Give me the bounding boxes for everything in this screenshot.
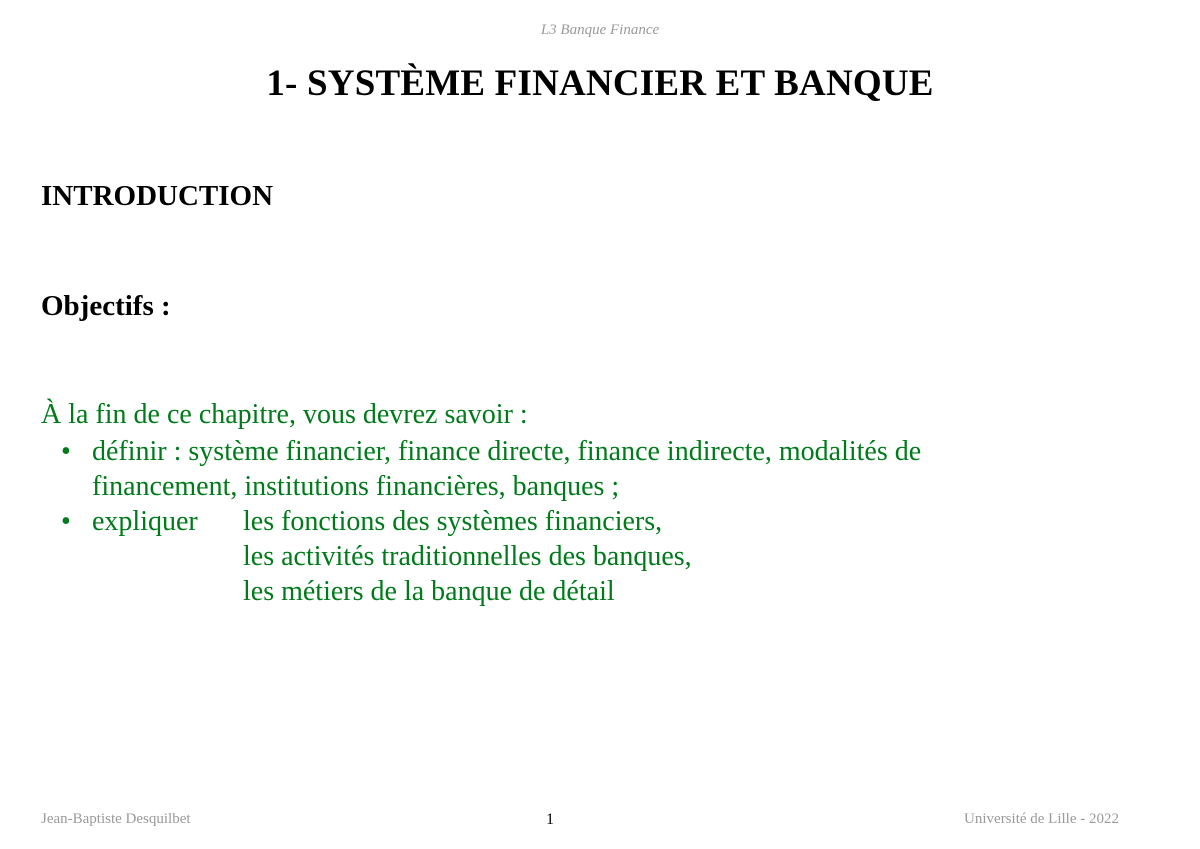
page-number: 1 <box>546 811 554 828</box>
section-introduction: INTRODUCTION <box>41 180 274 212</box>
explain-item: les fonctions des systèmes financiers, <box>243 506 663 537</box>
explain-block <box>92 504 1061 609</box>
list-item-define <box>61 434 1061 504</box>
explain-item: les activités traditionnelles des banques, <box>243 541 692 572</box>
footer-institution: Université de Lille - 2022 <box>964 811 1119 827</box>
footer-author: Jean-Baptiste Desquilbet <box>41 811 191 827</box>
page-title: 1- SYSTÈME FINANCIER ET BANQUE <box>266 63 934 104</box>
bullet-icon: • <box>61 506 71 537</box>
explain-item: les métiers de la banque de détail <box>243 576 615 607</box>
section-objectives: Objectifs : <box>41 290 171 322</box>
explain-items <box>243 504 692 609</box>
define-line-2: financement, institutions financières, banques ; <box>92 471 620 502</box>
explain-verb: expliquer <box>92 506 198 537</box>
bullet-icon: • <box>61 436 71 467</box>
objectives-list <box>61 434 1061 609</box>
course-header: L3 Banque Finance <box>540 22 660 38</box>
objectives-lead: À la fin de ce chapitre, vous devrez savoir : <box>41 399 528 430</box>
list-item-explain <box>61 504 1061 609</box>
define-line-1: définir : système financier, finance directe, finance indirecte, modalités de <box>92 436 922 467</box>
